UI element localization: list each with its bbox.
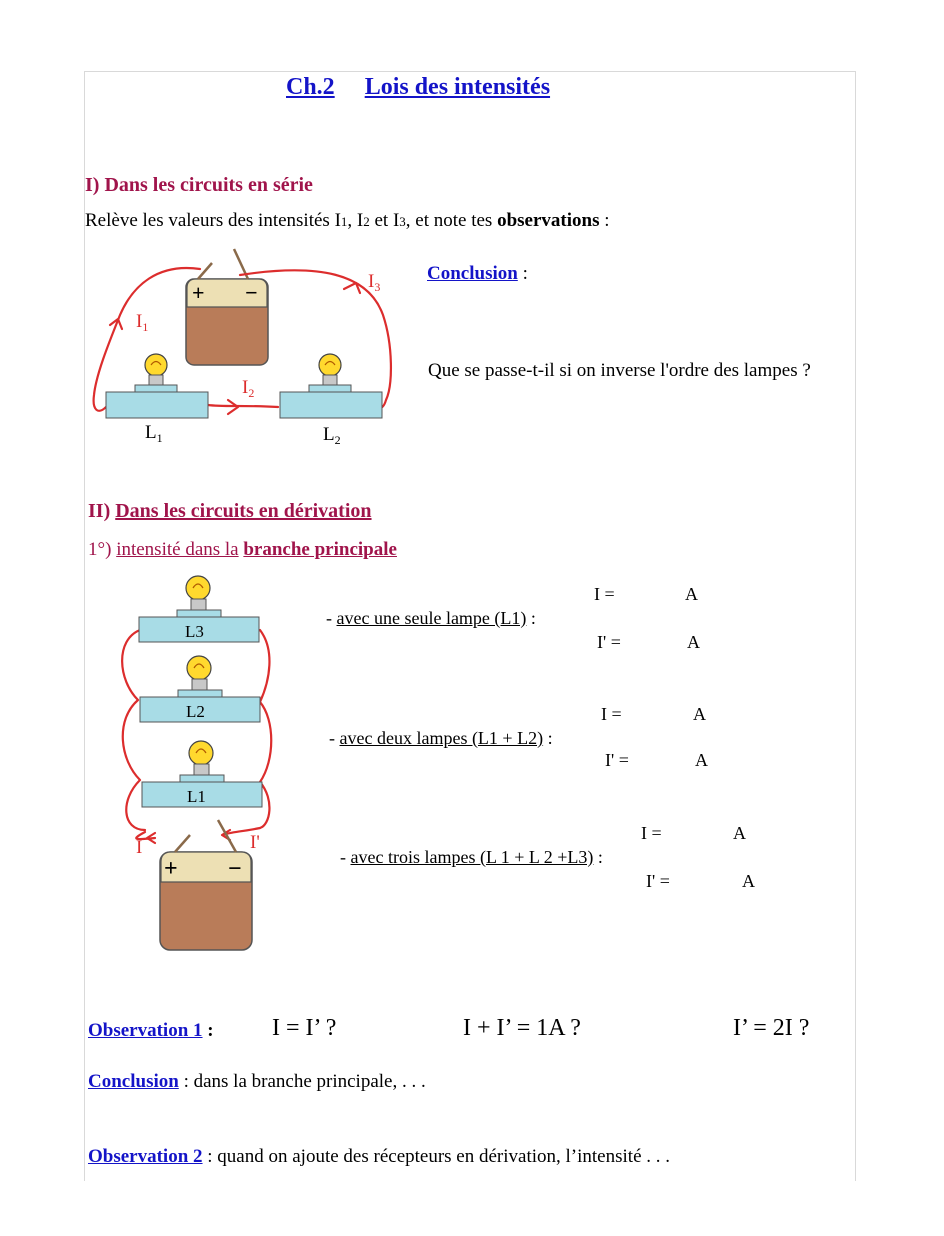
row3-iprime-unit: A [742,871,755,891]
row2-iprime-label: I' = [605,750,629,770]
row-three-lamps-label: - avec trois lampes (L 1 + L 2 +L3) : [340,847,603,867]
battery-icon [186,249,268,365]
label-l1: $L_1$ [145,422,163,445]
row2-i-label: I = [601,704,622,724]
observation1-question1: I = I’ ? [272,1015,337,1041]
label-iprime: I' [250,832,260,853]
section1-heading: I) Dans les circuits en série [85,174,313,196]
page-frame-top [84,71,856,72]
arrow-i3-icon [344,283,360,293]
row1-iprime-label: I' = [597,632,621,652]
row3-iprime-label: I' = [646,871,670,891]
lamp-l2 [280,354,382,418]
lamp-l1-parallel [142,741,262,807]
row3-i-unit: A [733,823,746,843]
svg-text:−: − [245,280,258,305]
svg-text:−: − [228,856,242,882]
label-i1: $I_1$ [136,311,149,334]
lamp-l3 [139,576,259,642]
observation2: Observation 2 : quand on ajoute des récepteurs en dérivation, l’intensité . . . [88,1146,670,1167]
svg-text:L3: L3 [185,622,204,641]
row-two-lamps-label: - avec deux lampes (L1 + L2) : [329,728,553,748]
label-i3: $I_3$ [368,271,381,294]
page-title [286,74,550,101]
page-frame-left [84,71,85,1181]
page-frame-right [855,71,856,1181]
section1-instruction: Relève les valeurs des intensités I1, I2 et I3, et note tes observations : [85,210,610,231]
wire-i2 [208,405,278,407]
row2-iprime-unit: A [695,750,708,770]
svg-text:+: + [192,280,205,305]
observation1-question2: I + I’ = 1A ? [463,1015,581,1041]
observation1-question3: I’ = 2I ? [733,1015,810,1041]
row2-i-unit: A [693,704,706,724]
svg-text:L1: L1 [187,787,206,806]
row-one-lamp-label: - avec une seule lampe (L1) : [326,608,536,628]
label-i2: $I_2$ [242,377,255,400]
row3-i-label: I = [641,823,662,843]
row1-i-unit: A [685,584,698,604]
section1-conclusion: Conclusion : [427,263,528,284]
section2-heading: II) Dans les circuits en dérivation [88,500,372,522]
parallel-circuit-diagram [110,570,290,960]
conclusion2: Conclusion : dans la branche principale, . . . [88,1071,426,1092]
section1-question: Que se passe-t-il si on inverse l'ordre des lampes ? [428,360,811,381]
section2-subheading: 1°) intensité dans la branche principale [88,539,397,560]
row1-i-label: I = [594,584,615,604]
chapter-name: Lois des intensités [364,74,551,100]
lamp-l2-parallel [140,656,260,722]
svg-text:L2: L2 [186,702,205,721]
series-circuit-diagram [88,245,408,455]
battery-icon-parallel [160,820,252,950]
label-i: I [136,837,143,858]
label-l2: $L_2$ [323,424,341,447]
chapter-number: Ch.2 [286,74,335,100]
svg-text:+: + [164,856,178,882]
observation1-label: Observation 1 : [88,1020,214,1041]
row1-iprime-unit: A [687,632,700,652]
